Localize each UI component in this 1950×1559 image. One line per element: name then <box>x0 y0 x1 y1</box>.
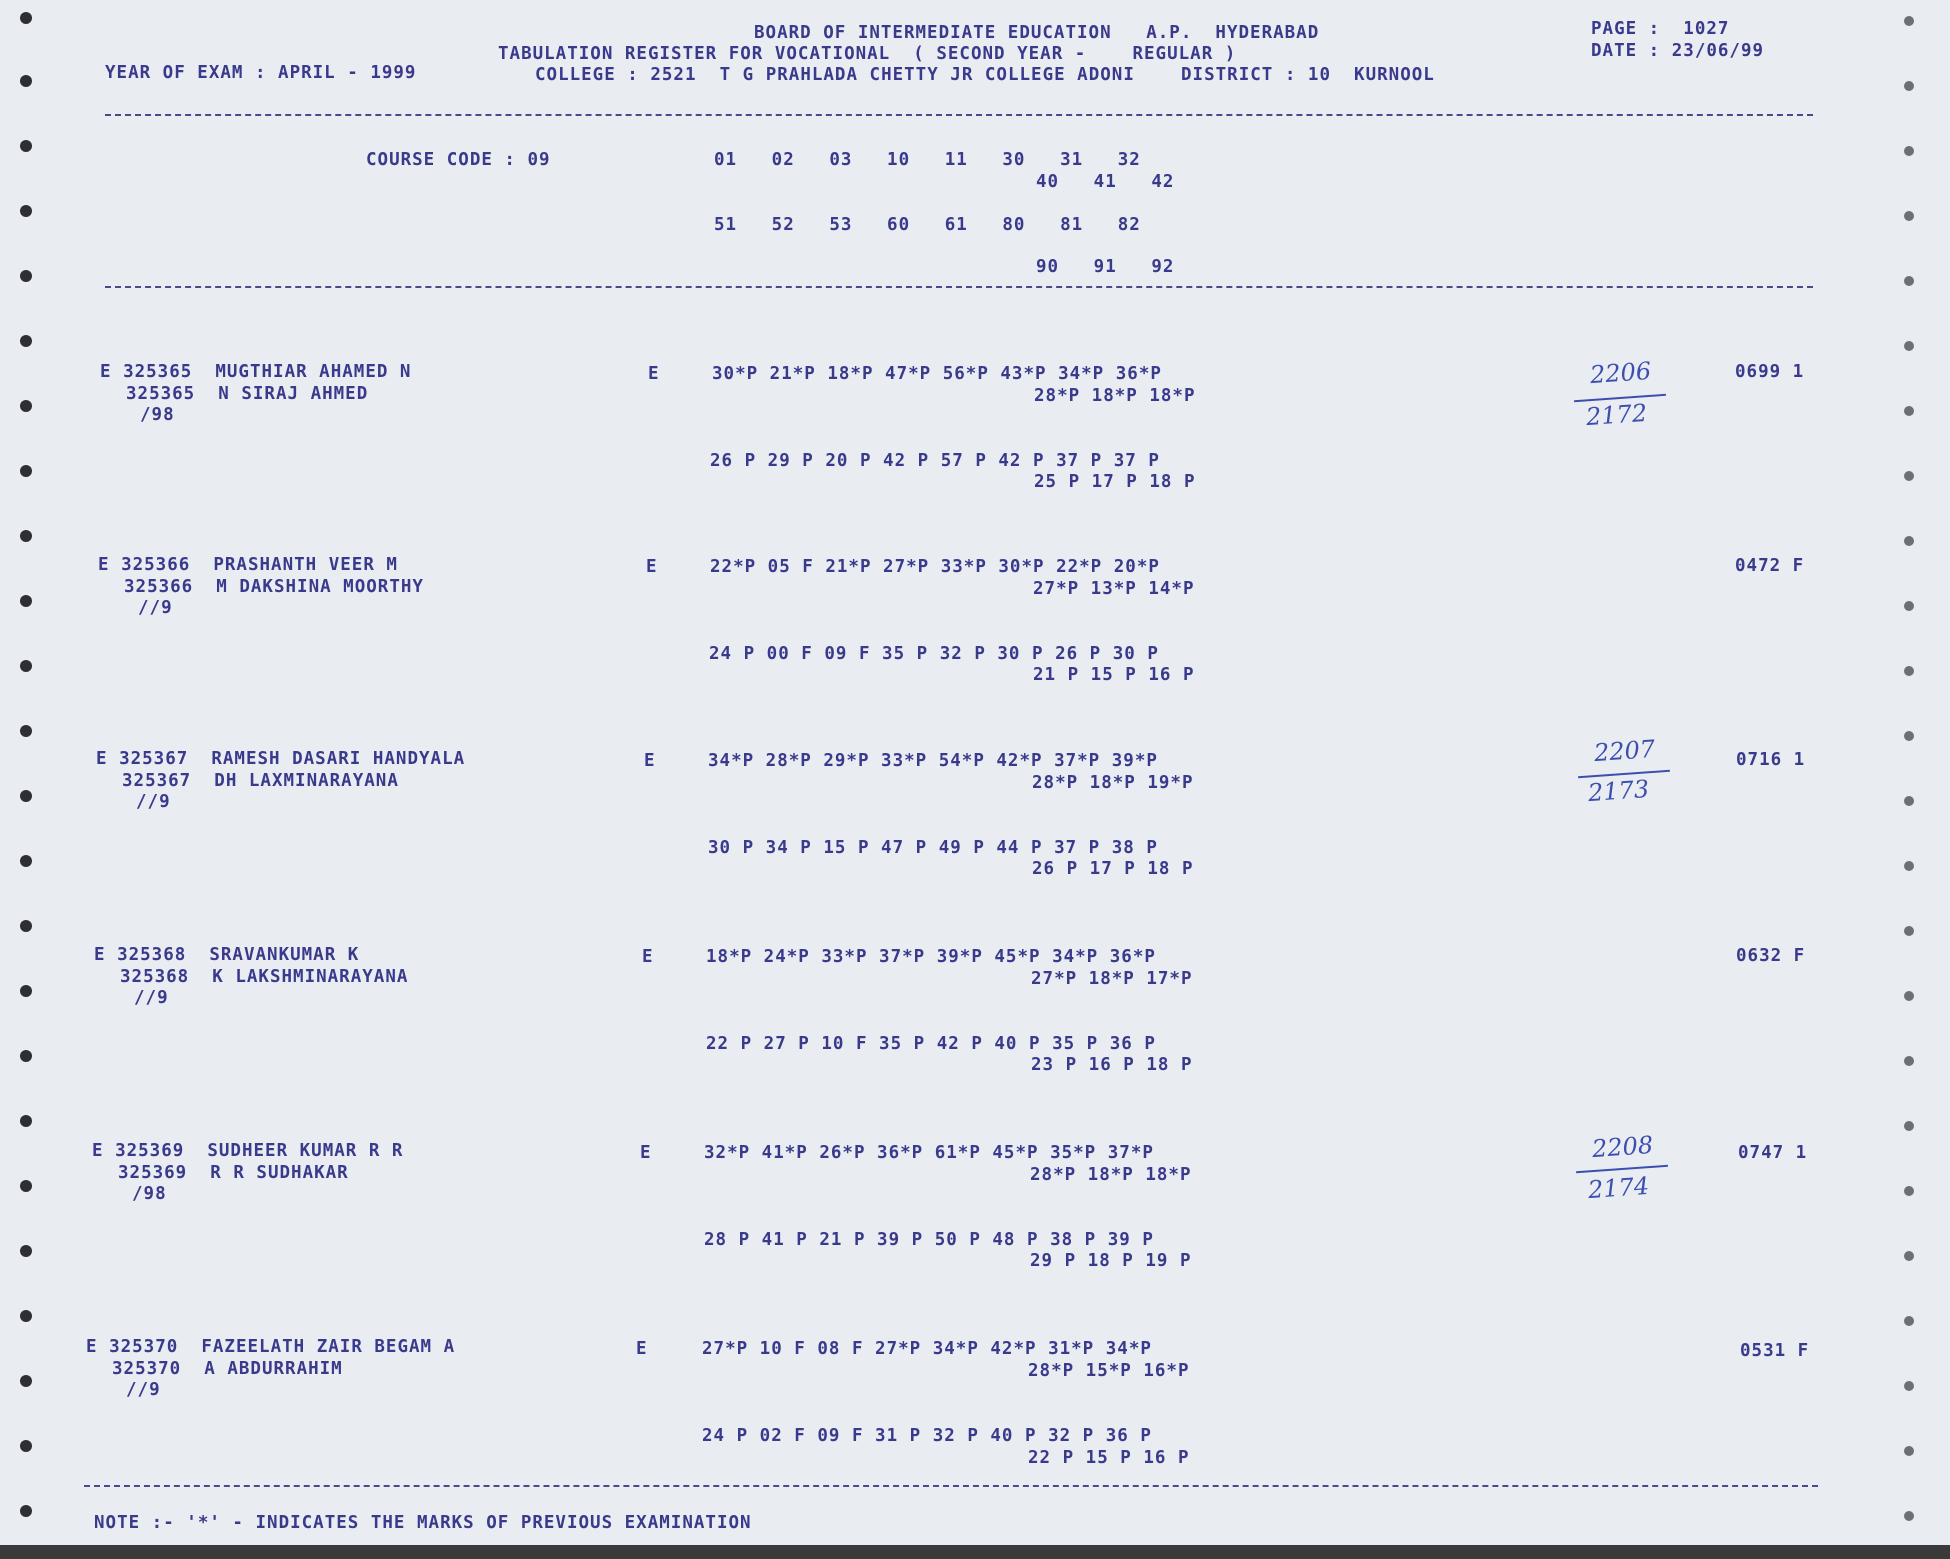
student-father-name: 325368 K LAKSHMINARAYANA <box>120 967 409 987</box>
total-result: 0716 1 <box>1736 750 1806 770</box>
feed-hole <box>1904 471 1914 481</box>
student-father-name: 325366 M DAKSHINA MOORTHY <box>124 577 424 597</box>
feed-hole <box>1904 146 1914 156</box>
student-id-name: E 325365 MUGTHIAR AHAMED N <box>100 362 412 382</box>
feed-hole <box>1904 16 1914 26</box>
total-result: 0632 F <box>1736 946 1806 966</box>
feed-hole <box>1904 406 1914 416</box>
previous-marks: 26 P 29 P 20 P 42 P 57 P 42 P 37 P 37 P <box>710 451 1160 471</box>
feed-hole <box>1904 926 1914 936</box>
feed-hole <box>1904 731 1914 741</box>
feed-hole <box>1904 1121 1914 1131</box>
feed-hole <box>1904 861 1914 871</box>
left-feed-holes <box>14 0 38 1559</box>
previous-marks: 24 P 02 F 09 F 31 P 32 P 40 P 32 P 36 P <box>702 1426 1152 1446</box>
student-medium: E <box>642 947 654 967</box>
student-batch: //9 <box>126 1380 161 1400</box>
feed-hole <box>20 530 32 542</box>
feed-hole <box>1904 211 1914 221</box>
feed-hole <box>1904 1446 1914 1456</box>
feed-hole <box>20 205 32 217</box>
student-batch: /98 <box>132 1184 167 1204</box>
feed-hole <box>20 270 32 282</box>
student-marks: 30*P 21*P 18*P 47*P 56*P 43*P 34*P 36*P <box>712 364 1162 384</box>
previous-marks: 24 P 00 F 09 F 35 P 32 P 30 P 26 P 30 P <box>709 644 1159 664</box>
feed-hole <box>20 140 32 152</box>
student-marks: 27*P 18*P 17*P <box>1031 969 1193 989</box>
college-line: COLLEGE : 2521 T G PRAHLADA CHETTY JR COLLEGE ADONI DISTRICT : 10 KURNOOL <box>535 65 1435 85</box>
previous-marks: 28 P 41 P 21 P 39 P 50 P 48 P 38 P 39 P <box>704 1230 1154 1250</box>
student-marks: 28*P 18*P 18*P <box>1034 386 1196 406</box>
student-father-name: 325365 N SIRAJ AHMED <box>126 384 369 404</box>
handwritten-number: 2172 <box>1585 398 1648 432</box>
feed-hole <box>1904 601 1914 611</box>
feed-hole <box>1904 1511 1914 1521</box>
student-id-name: E 325367 RAMESH DASARI HANDYALA <box>96 749 466 769</box>
student-batch: /98 <box>140 405 175 425</box>
student-batch: //9 <box>138 598 173 618</box>
feed-hole <box>1904 666 1914 676</box>
student-id-name: E 325370 FAZEELATH ZAIR BEGAM A <box>86 1337 456 1357</box>
table-edge <box>0 1545 1950 1559</box>
student-marks: 22*P 05 F 21*P 27*P 33*P 30*P 22*P 20*P <box>710 557 1160 577</box>
handwritten-number: 2208 <box>1591 1130 1654 1164</box>
student-id-name: E 325368 SRAVANKUMAR K <box>94 945 360 965</box>
subject-codes-row: 90 91 92 <box>1036 257 1175 277</box>
feed-hole <box>20 1115 32 1127</box>
feed-hole <box>20 725 32 737</box>
student-medium: E <box>640 1143 652 1163</box>
previous-marks: 26 P 17 P 18 P <box>1032 859 1194 879</box>
feed-hole <box>1904 991 1914 1001</box>
feed-hole <box>20 595 32 607</box>
feed-hole <box>1904 1381 1914 1391</box>
feed-hole <box>1904 1056 1914 1066</box>
divider <box>105 286 1813 288</box>
feed-hole <box>20 1440 32 1452</box>
subject-codes-row: 51 52 53 60 61 80 81 82 <box>714 215 1141 235</box>
student-medium: E <box>648 364 660 384</box>
feed-hole <box>20 75 32 87</box>
student-marks: 28*P 18*P 19*P <box>1032 773 1194 793</box>
student-marks: 34*P 28*P 29*P 33*P 54*P 42*P 37*P 39*P <box>708 751 1158 771</box>
feed-hole <box>20 465 32 477</box>
page-number: PAGE : 1027 <box>1591 19 1730 39</box>
student-marks: 27*P 13*P 14*P <box>1033 579 1195 599</box>
feed-hole <box>1904 341 1914 351</box>
handwritten-number: 2206 <box>1589 356 1652 390</box>
previous-marks: 30 P 34 P 15 P 47 P 49 P 44 P 37 P 38 P <box>708 838 1158 858</box>
feed-hole <box>1904 1316 1914 1326</box>
previous-marks: 23 P 16 P 18 P <box>1031 1055 1193 1075</box>
handwritten-number: 2174 <box>1587 1171 1650 1205</box>
feed-hole <box>20 1050 32 1062</box>
feed-hole <box>20 1375 32 1387</box>
student-marks: 28*P 15*P 16*P <box>1028 1361 1190 1381</box>
feed-hole <box>1904 81 1914 91</box>
feed-hole <box>20 1245 32 1257</box>
print-date: DATE : 23/06/99 <box>1591 41 1765 61</box>
handwritten-stroke <box>1576 1165 1668 1173</box>
year-of-exam: YEAR OF EXAM : APRIL - 1999 <box>105 63 417 83</box>
subject-codes-row: 40 41 42 <box>1036 172 1175 192</box>
feed-hole <box>1904 1186 1914 1196</box>
student-batch: //9 <box>134 988 169 1008</box>
total-result: 0472 F <box>1735 556 1805 576</box>
previous-marks: 25 P 17 P 18 P <box>1034 472 1196 492</box>
student-marks: 27*P 10 F 08 F 27*P 34*P 42*P 31*P 34*P <box>702 1339 1152 1359</box>
divider <box>105 114 1813 116</box>
feed-hole <box>1904 796 1914 806</box>
previous-marks: 22 P 27 P 10 F 35 P 42 P 40 P 35 P 36 P <box>706 1034 1156 1054</box>
student-medium: E <box>636 1339 648 1359</box>
course-code-label: COURSE CODE : 09 <box>366 150 551 170</box>
student-father-name: 325370 A ABDURRAHIM <box>112 1359 343 1379</box>
total-result: 0531 F <box>1740 1341 1810 1361</box>
right-feed-holes <box>1898 0 1922 1559</box>
feed-hole <box>20 855 32 867</box>
feed-hole <box>1904 1251 1914 1261</box>
previous-marks: 29 P 18 P 19 P <box>1030 1251 1192 1271</box>
student-id-name: E 325369 SUDHEER KUMAR R R <box>92 1141 404 1161</box>
student-marks: 32*P 41*P 26*P 36*P 61*P 45*P 35*P 37*P <box>704 1143 1154 1163</box>
register-title: TABULATION REGISTER FOR VOCATIONAL ( SECOND YEAR - REGULAR ) <box>498 44 1237 64</box>
feed-hole <box>20 920 32 932</box>
previous-marks: 22 P 15 P 16 P <box>1028 1448 1190 1468</box>
student-batch: //9 <box>136 792 171 812</box>
feed-hole <box>20 660 32 672</box>
board-title: BOARD OF INTERMEDIATE EDUCATION A.P. HYDERABAD <box>754 23 1320 43</box>
feed-hole <box>20 12 32 24</box>
student-marks: 28*P 18*P 18*P <box>1030 1165 1192 1185</box>
feed-hole <box>1904 536 1914 546</box>
feed-hole <box>20 790 32 802</box>
feed-hole <box>20 1310 32 1322</box>
student-id-name: E 325366 PRASHANTH VEER M <box>98 555 398 575</box>
total-result: 0699 1 <box>1735 362 1805 382</box>
feed-hole <box>20 400 32 412</box>
handwritten-number: 2207 <box>1593 734 1656 768</box>
student-father-name: 325369 R R SUDHAKAR <box>118 1163 349 1183</box>
student-father-name: 325367 DH LAXMINARAYANA <box>122 771 399 791</box>
handwritten-number: 2173 <box>1587 774 1650 808</box>
feed-hole <box>20 1505 32 1517</box>
subject-codes-row: 01 02 03 10 11 30 31 32 <box>714 150 1141 170</box>
feed-hole <box>1904 276 1914 286</box>
feed-hole <box>20 335 32 347</box>
divider <box>84 1485 1818 1487</box>
footer-note: NOTE :- '*' - INDICATES THE MARKS OF PREVIOUS EXAMINATION <box>94 1513 752 1533</box>
feed-hole <box>20 1180 32 1192</box>
student-medium: E <box>646 557 658 577</box>
total-result: 0747 1 <box>1738 1143 1808 1163</box>
previous-marks: 21 P 15 P 16 P <box>1033 665 1195 685</box>
student-medium: E <box>644 751 656 771</box>
student-marks: 18*P 24*P 33*P 37*P 39*P 45*P 34*P 36*P <box>706 947 1156 967</box>
feed-hole <box>20 985 32 997</box>
